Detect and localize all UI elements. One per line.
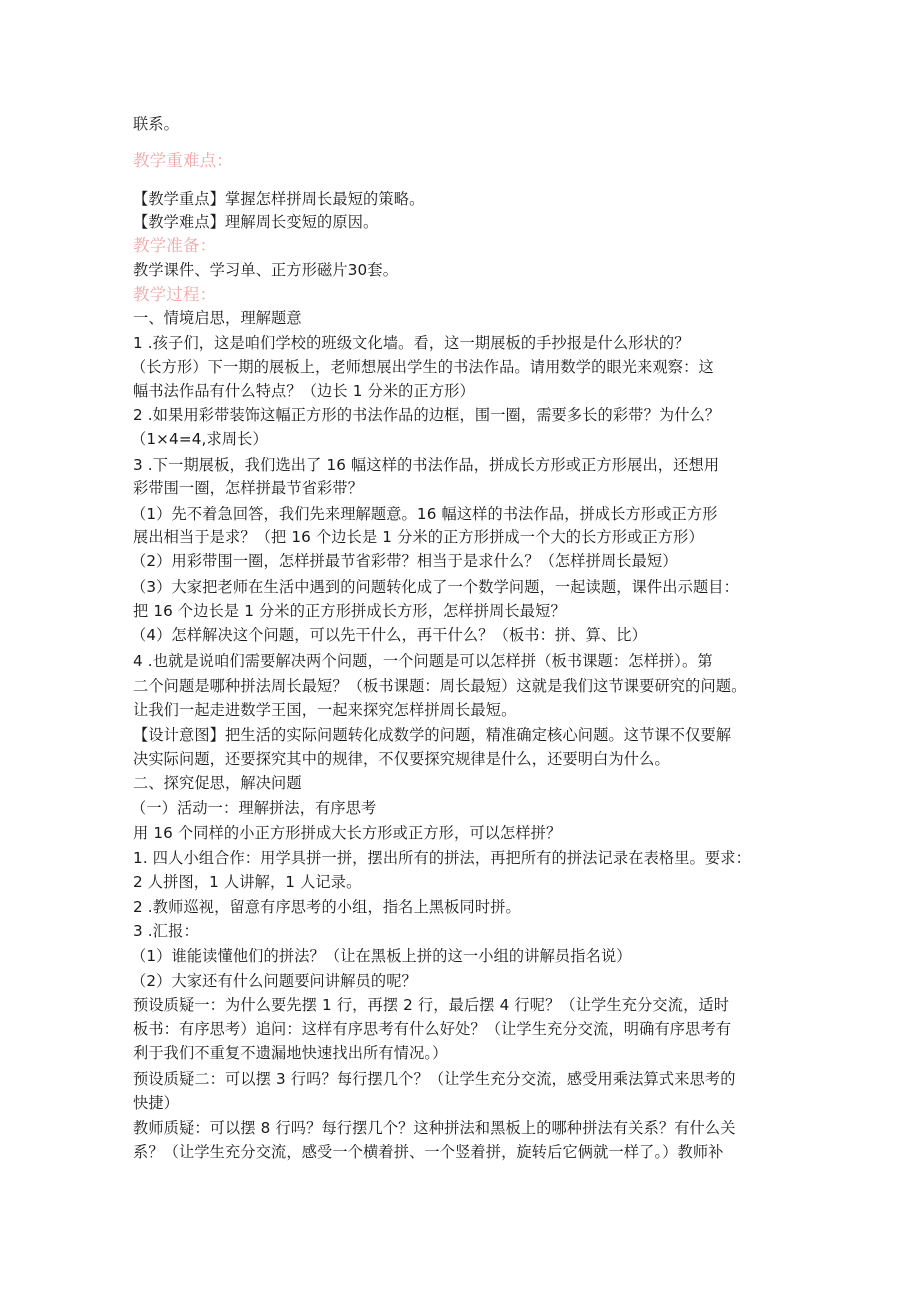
text-line: 系？（让学生充分交流，感受一个横着拼、一个竖着拼，旋转后它俩就一样了。）教师补 <box>133 1143 724 1161</box>
text-line: 2 人拼图，1 人讲解，1 人记录。 <box>133 873 362 891</box>
text-line: 【教学难点】理解周长变短的原因。 <box>133 213 379 231</box>
text-line: 快捷） <box>133 1094 180 1112</box>
text-line: 联系。 <box>133 115 180 133</box>
text-line: 教学课件、学习单、正方形磁片30套。 <box>133 261 399 279</box>
text-line: 1 .孩子们，这是咱们学校的班级文化墙。看，这一期展板的手抄报是什么形状的？ <box>133 334 690 352</box>
text-line: 展出相当于是求？（把 16 个边长是 1 分米的正方形拼成一个大的长方形或正方形） <box>133 528 704 546</box>
text-line: （1×4=4,求周长） <box>131 430 268 448</box>
text-line: （2）用彩带围一圈，怎样拼最节省彩带？相当于是求什么？（怎样拼周长最短） <box>131 552 678 570</box>
text-line: （2）大家还有什么问题要问讲解员的呢？ <box>131 972 417 990</box>
text-line: 板书：有序思考）追问：这样有序思考有什么好处？（让学生充分交流，明确有序思考有 <box>133 1020 732 1038</box>
text-line: （1）谁能读懂他们的拼法？（让在黑板上拼的这一小组的讲解员指名说） <box>131 947 632 965</box>
text-line: （3）大家把老师在生活中遇到的问题转化成了一个数学问题，一起读题，课件出示题目： <box>131 578 739 596</box>
text-line: 3 .汇报： <box>133 922 199 940</box>
text-line: 让我们一起走进数学王国，一起来探究怎样拼周长最短。 <box>133 701 517 719</box>
text-line: （4）怎样解决这个问题，可以先干什么，再干什么？（板书：拼、算、比） <box>131 626 647 644</box>
text-line: 2 .教师巡视，留意有序思考的小组，指名上黑板同时拼。 <box>133 898 521 916</box>
text-line: 彩带围一圈，怎样拼最节省彩带？ <box>133 479 364 497</box>
text-line: 预设质疑一：为什么要先摆 1 行，再摆 2 行，最后摆 4 行呢？（让学生充分交流，适时 <box>133 996 730 1014</box>
text-line: 4 .也就是说咱们需要解决两个问题，一个问题是可以怎样拼（板书课题：怎样拼）。第 <box>133 652 713 670</box>
text-line: 用 16 个同样的小正方形拼成大长方形或正方形，可以怎样拼？ <box>133 824 562 842</box>
text-line: 幅书法作品有什么特点？（边长 1 分米的正方形） <box>133 382 475 400</box>
section-heading-process: 教学过程： <box>133 285 217 304</box>
text-line: 2 .如果用彩带装饰这幅正方形的书法作品的边框，围一圈，需要多长的彩带？为什么？ <box>133 406 721 424</box>
text-line: 教师质疑：可以摆 8 行吗？每行摆几个？这种拼法和黑板上的哪种拼法有关系？有什么关 <box>133 1119 736 1137</box>
text-line: （1）先不着急回答，我们先来理解题意。16 幅这样的书法作品，拼成长方形或正方形 <box>131 505 718 523</box>
text-line: 把 16 个边长是 1 分米的正方形拼成长方形，怎样拼周长最短？ <box>133 602 566 620</box>
text-line: 利于我们不重复不遗漏地快速找出所有情况。） <box>133 1044 448 1062</box>
section-heading-preparation: 教学准备： <box>133 236 217 255</box>
section-heading-key-points: 教学重难点： <box>133 151 233 170</box>
text-line: 决实际问题，还要探究其中的规律，不仅要探究规律是什么，还要明白为什么。 <box>133 750 670 768</box>
text-line: 预设质疑二：可以摆 3 行吗？每行摆几个？（让学生充分交流，感受用乘法算式来思考的 <box>133 1070 736 1088</box>
text-line: 【设计意图】把生活的实际问题转化成数学的问题，精准确定核心问题。这节课不仅要解 <box>133 726 732 744</box>
subheading: 一、情境启思，理解题意 <box>133 309 302 327</box>
text-line: 3 .下一期展板，我们选出了 16 幅这样的书法作品，拼成长方形或正方形展出，还想用 <box>133 456 720 474</box>
subheading: （一）活动一：理解拼法，有序思考 <box>131 799 377 817</box>
text-line: （长方形）下一期的展板上，老师想展出学生的书法作品。请用数学的眼光来观察：这 <box>131 358 714 376</box>
text-line: 二个问题是哪种拼法周长最短？（板书课题：周长最短）这就是我们这节课要研究的问题。 <box>133 677 747 695</box>
subheading: 二、探究促思，解决问题 <box>133 774 302 792</box>
text-line: 1. 四人小组合作：用学具拼一拼，摆出所有的拼法，再把所有的拼法记录在表格里。要求： <box>133 849 751 867</box>
text-line: 【教学重点】掌握怎样拼周长最短的策略。 <box>133 190 425 208</box>
